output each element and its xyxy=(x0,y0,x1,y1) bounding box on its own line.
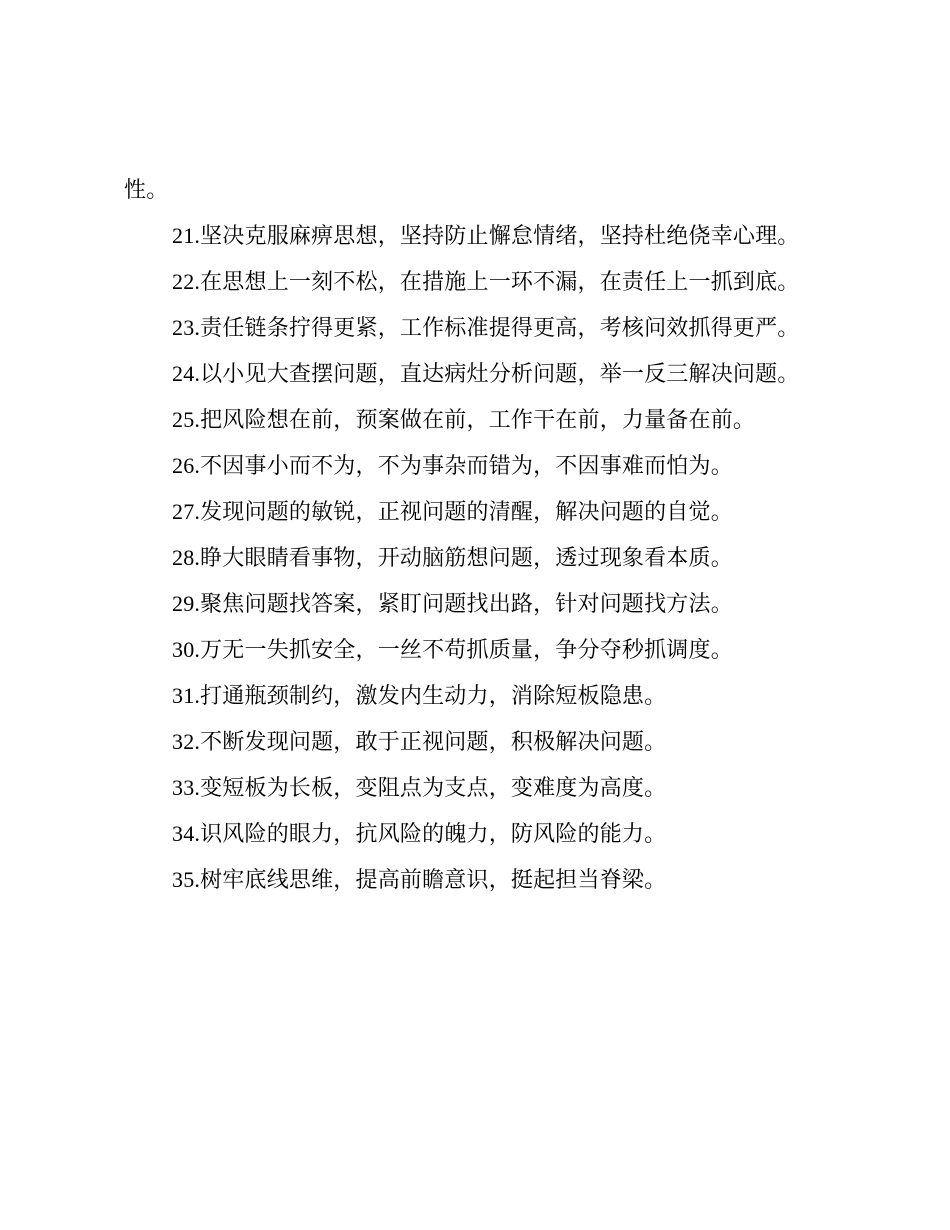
item-text: 在思想上一刻不松，在措施上一环不漏，在责任上一抓到底。 xyxy=(200,270,800,295)
list-item xyxy=(124,627,838,673)
list-item xyxy=(124,535,838,581)
item-number: 24. xyxy=(172,361,201,386)
document-body xyxy=(124,168,838,903)
item-number: 30. xyxy=(172,637,201,662)
list-item xyxy=(124,673,838,719)
item-text: 坚决克服麻痹思想，坚持防止懈怠情绪，坚持杜绝侥幸心理。 xyxy=(200,224,800,249)
item-text: 把风险想在前，预案做在前，工作干在前，力量备在前。 xyxy=(200,408,756,433)
item-number: 27. xyxy=(172,499,201,524)
list-item xyxy=(124,581,838,627)
list-item xyxy=(124,765,838,811)
item-number: 34. xyxy=(172,821,201,846)
item-text: 睁大眼睛看事物，开动脑筋想问题，透过现象看本质。 xyxy=(200,546,733,571)
list-item xyxy=(124,811,838,857)
item-text: 不断发现问题，敢于正视问题，积极解决问题。 xyxy=(200,730,667,755)
paragraph-text: 性。 xyxy=(124,178,169,203)
list-item xyxy=(124,489,838,535)
item-number: 29. xyxy=(172,591,201,616)
list-item xyxy=(124,857,838,903)
item-text: 不因事小而不为，不为事杂而错为，不因事难而怕为。 xyxy=(200,454,733,479)
item-number: 28. xyxy=(172,545,201,570)
item-text: 万无一失抓安全，一丝不苟抓质量，争分夺秒抓调度。 xyxy=(200,638,733,663)
item-number: 21. xyxy=(172,223,201,248)
item-text: 发现问题的敏锐，正视问题的清醒，解决问题的自觉。 xyxy=(200,500,733,525)
item-text: 打通瓶颈制约，激发内生动力，消除短板隐患。 xyxy=(200,684,667,709)
item-number: 31. xyxy=(172,683,201,708)
item-number: 26. xyxy=(172,453,201,478)
list-item xyxy=(124,259,838,305)
item-text: 责任链条拧得更紧，工作标准提得更高，考核问效抓得更严。 xyxy=(200,316,800,341)
item-number: 33. xyxy=(172,775,201,800)
item-number: 22. xyxy=(172,269,201,294)
list-item xyxy=(124,213,838,259)
list-item xyxy=(124,351,838,397)
item-text: 聚焦问题找答案，紧盯问题找出路，针对问题找方法。 xyxy=(200,592,733,617)
item-text: 变短板为长板，变阻点为支点，变难度为高度。 xyxy=(200,776,667,801)
item-text: 识风险的眼力，抗风险的魄力，防风险的能力。 xyxy=(200,822,667,847)
list-item xyxy=(124,443,838,489)
item-number: 32. xyxy=(172,729,201,754)
list-item xyxy=(124,397,838,443)
item-number: 35. xyxy=(172,867,201,892)
item-text: 以小见大查摆问题，直达病灶分析问题，举一反三解决问题。 xyxy=(200,362,800,387)
list-item xyxy=(124,305,838,351)
item-number: 25. xyxy=(172,407,201,432)
list-item xyxy=(124,719,838,765)
item-number: 23. xyxy=(172,315,201,340)
item-text: 树牢底线思维，提高前瞻意识，挺起担当脊梁。 xyxy=(200,868,667,893)
continuation-fragment xyxy=(124,168,838,213)
